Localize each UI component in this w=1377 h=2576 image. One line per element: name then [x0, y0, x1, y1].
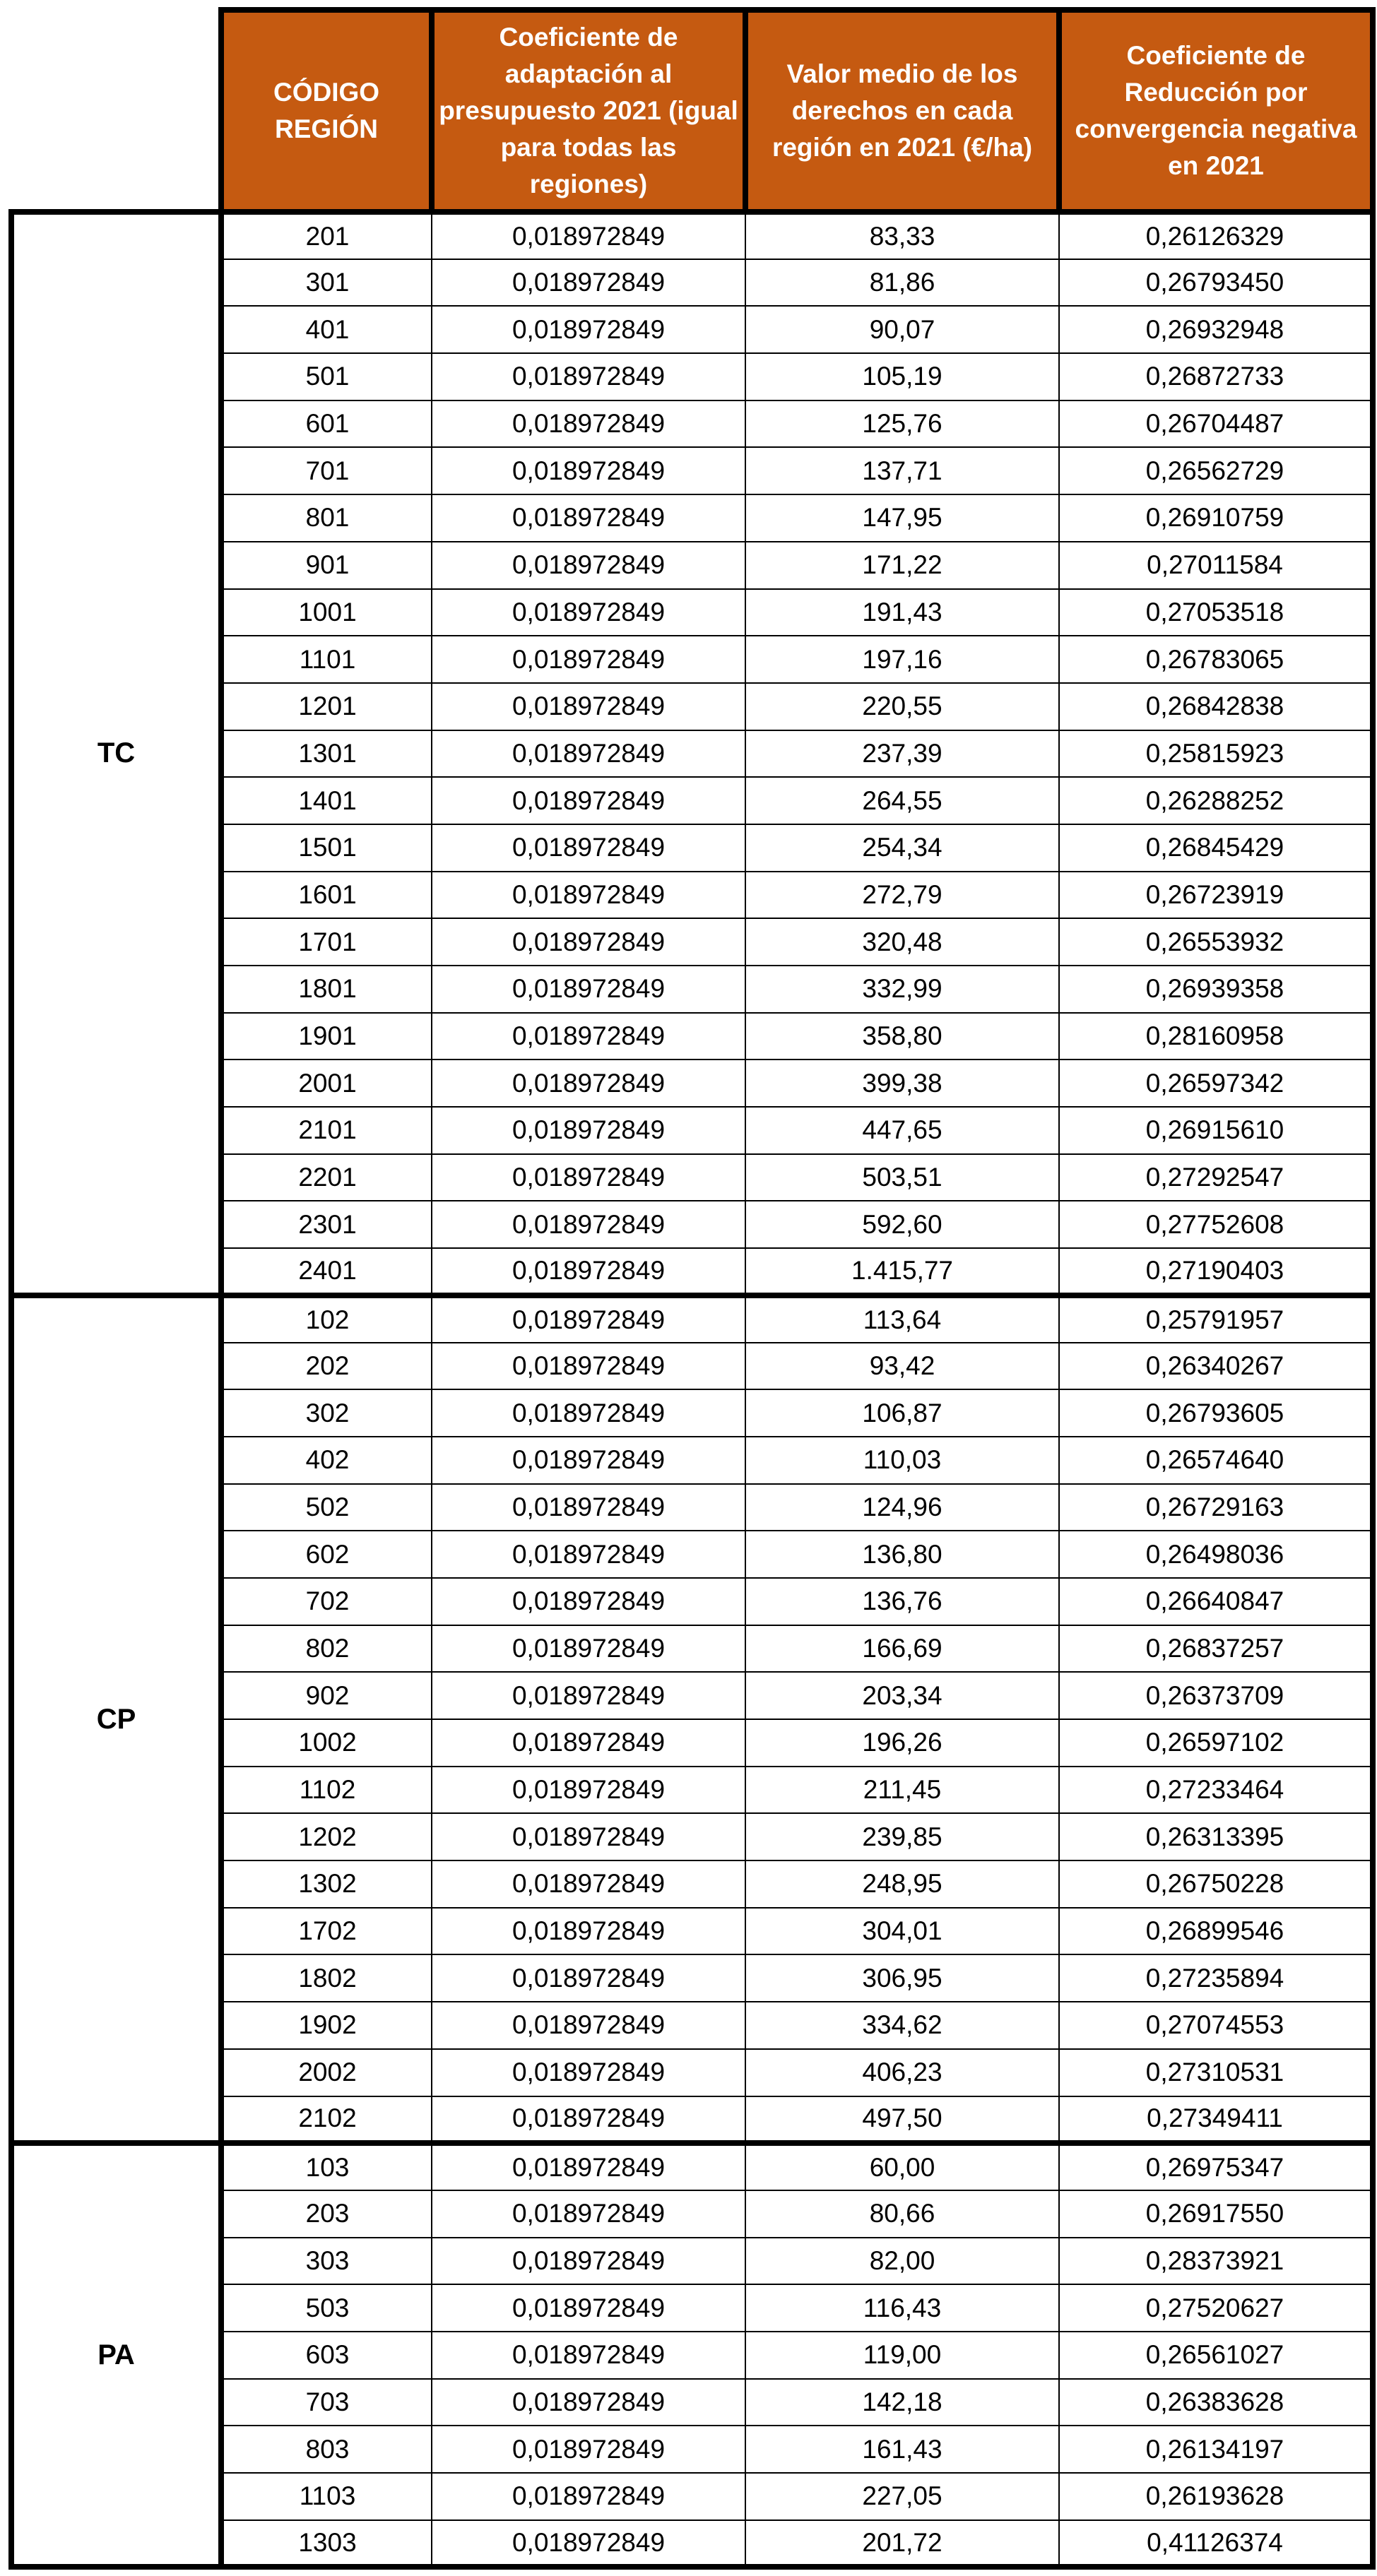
valor-medio-cell: 171,22 — [745, 542, 1059, 589]
codigo-region-cell: 202 — [221, 1343, 432, 1390]
codigo-region-cell: 1401 — [221, 777, 432, 824]
coef-adaptacion-cell: 0,018972849 — [432, 2049, 745, 2096]
codigo-region-cell: 703 — [221, 2379, 432, 2426]
codigo-region-cell: 203 — [221, 2190, 432, 2238]
coef-adaptacion-cell: 0,018972849 — [432, 2096, 745, 2144]
codigo-region-cell: 303 — [221, 2238, 432, 2285]
codigo-region-cell: 2201 — [221, 1154, 432, 1201]
valor-medio-cell: 201,72 — [745, 2520, 1059, 2568]
coef-adaptacion-cell: 0,018972849 — [432, 636, 745, 683]
coef-adaptacion-cell: 0,018972849 — [432, 2332, 745, 2379]
coef-adaptacion-cell: 0,018972849 — [432, 400, 745, 448]
group-label-cp: CP — [11, 1295, 221, 2143]
valor-medio-cell: 105,19 — [745, 353, 1059, 400]
coef-reduccion-cell: 0,27349411 — [1059, 2096, 1373, 2144]
coef-reduccion-cell: 0,41126374 — [1059, 2520, 1373, 2568]
codigo-region-cell: 1301 — [221, 730, 432, 778]
valor-medio-cell: 320,48 — [745, 918, 1059, 966]
coef-adaptacion-cell: 0,018972849 — [432, 1484, 745, 1531]
codigo-region-cell: 1303 — [221, 2520, 432, 2568]
coef-adaptacion-cell: 0,018972849 — [432, 2190, 745, 2238]
table-row — [11, 212, 1373, 259]
coef-adaptacion-cell: 0,018972849 — [432, 1201, 745, 1248]
codigo-region-cell: 402 — [221, 1437, 432, 1484]
coef-reduccion-cell: 0,25791957 — [1059, 1295, 1373, 1343]
codigo-region-cell: 201 — [221, 212, 432, 259]
valor-medio-cell: 196,26 — [745, 1719, 1059, 1767]
coef-reduccion-cell: 0,26917550 — [1059, 2190, 1373, 2238]
codigo-region-cell: 501 — [221, 353, 432, 400]
codigo-region-cell: 1601 — [221, 872, 432, 919]
table-body — [11, 212, 1373, 2567]
codigo-region-cell: 1001 — [221, 589, 432, 636]
valor-medio-cell: 264,55 — [745, 777, 1059, 824]
codigo-region-cell: 1201 — [221, 683, 432, 730]
valor-medio-cell: 332,99 — [745, 966, 1059, 1013]
valor-medio-cell: 203,34 — [745, 1672, 1059, 1719]
coef-adaptacion-cell: 0,018972849 — [432, 872, 745, 919]
codigo-region-cell: 503 — [221, 2284, 432, 2332]
coef-adaptacion-cell: 0,018972849 — [432, 447, 745, 494]
valor-medio-cell: 237,39 — [745, 730, 1059, 778]
coef-reduccion-cell: 0,26704487 — [1059, 400, 1373, 448]
coef-adaptacion-cell: 0,018972849 — [432, 730, 745, 778]
coef-adaptacion-cell: 0,018972849 — [432, 1531, 745, 1578]
header-coeficiente-reduccion: Coeficiente de Reducción por convergencia negativa en 2021 — [1059, 10, 1373, 212]
codigo-region-cell: 603 — [221, 2332, 432, 2379]
coef-adaptacion-cell: 0,018972849 — [432, 353, 745, 400]
codigo-region-cell: 1801 — [221, 966, 432, 1013]
coef-reduccion-cell: 0,27292547 — [1059, 1154, 1373, 1201]
valor-medio-cell: 239,85 — [745, 1813, 1059, 1860]
valor-medio-cell: 166,69 — [745, 1625, 1059, 1673]
codigo-region-cell: 103 — [221, 2143, 432, 2190]
codigo-region-cell: 1901 — [221, 1013, 432, 1060]
codigo-region-cell: 1501 — [221, 824, 432, 872]
valor-medio-cell: 497,50 — [745, 2096, 1059, 2144]
valor-medio-cell: 124,96 — [745, 1484, 1059, 1531]
coef-adaptacion-cell: 0,018972849 — [432, 824, 745, 872]
coef-reduccion-cell: 0,26193628 — [1059, 2473, 1373, 2520]
coef-reduccion-cell: 0,26561027 — [1059, 2332, 1373, 2379]
valor-medio-cell: 503,51 — [745, 1154, 1059, 1201]
codigo-region-cell: 502 — [221, 1484, 432, 1531]
coef-adaptacion-cell: 0,018972849 — [432, 494, 745, 542]
header-coeficiente-adaptacion: Coeficiente de adaptación al presupuesto 2021 (igual para todas las regiones) — [432, 10, 745, 212]
coef-reduccion-cell: 0,26723919 — [1059, 872, 1373, 919]
region-coefficients-table — [8, 7, 1376, 2570]
codigo-region-cell: 2401 — [221, 1248, 432, 1295]
codigo-region-cell: 902 — [221, 1672, 432, 1719]
coef-reduccion-cell: 0,26498036 — [1059, 1531, 1373, 1578]
coef-adaptacion-cell: 0,018972849 — [432, 542, 745, 589]
codigo-region-cell: 1101 — [221, 636, 432, 683]
coef-adaptacion-cell: 0,018972849 — [432, 1860, 745, 1908]
coef-reduccion-cell: 0,26729163 — [1059, 1484, 1373, 1531]
coef-reduccion-cell: 0,26562729 — [1059, 447, 1373, 494]
coef-reduccion-cell: 0,26899546 — [1059, 1908, 1373, 1955]
coef-reduccion-cell: 0,28373921 — [1059, 2238, 1373, 2285]
coef-adaptacion-cell: 0,018972849 — [432, 777, 745, 824]
coef-reduccion-cell: 0,26915610 — [1059, 1107, 1373, 1154]
coef-adaptacion-cell: 0,018972849 — [432, 2426, 745, 2473]
coef-reduccion-cell: 0,27233464 — [1059, 1767, 1373, 1814]
valor-medio-cell: 80,66 — [745, 2190, 1059, 2238]
valor-medio-cell: 248,95 — [745, 1860, 1059, 1908]
coef-adaptacion-cell: 0,018972849 — [432, 1813, 745, 1860]
coef-adaptacion-cell: 0,018972849 — [432, 2284, 745, 2332]
coef-reduccion-cell: 0,26553932 — [1059, 918, 1373, 966]
coef-reduccion-cell: 0,26373709 — [1059, 1672, 1373, 1719]
coef-reduccion-cell: 0,28160958 — [1059, 1013, 1373, 1060]
header-codigo-region: CÓDIGO REGIÓN — [221, 10, 432, 212]
coef-adaptacion-cell: 0,018972849 — [432, 306, 745, 353]
coef-reduccion-cell: 0,27310531 — [1059, 2049, 1373, 2096]
coef-reduccion-cell: 0,26640847 — [1059, 1578, 1373, 1625]
valor-medio-cell: 106,87 — [745, 1389, 1059, 1437]
valor-medio-cell: 220,55 — [745, 683, 1059, 730]
coef-reduccion-cell: 0,26872733 — [1059, 353, 1373, 400]
coef-adaptacion-cell: 0,018972849 — [432, 1578, 745, 1625]
codigo-region-cell: 1002 — [221, 1719, 432, 1767]
valor-medio-cell: 306,95 — [745, 1954, 1059, 2002]
coef-adaptacion-cell: 0,018972849 — [432, 1908, 745, 1955]
coef-adaptacion-cell: 0,018972849 — [432, 1060, 745, 1107]
valor-medio-cell: 125,76 — [745, 400, 1059, 448]
valor-medio-cell: 137,71 — [745, 447, 1059, 494]
valor-medio-cell: 116,43 — [745, 2284, 1059, 2332]
coef-adaptacion-cell: 0,018972849 — [432, 589, 745, 636]
coef-reduccion-cell: 0,26126329 — [1059, 212, 1373, 259]
coef-adaptacion-cell: 0,018972849 — [432, 1954, 745, 2002]
table-header — [11, 10, 1373, 212]
valor-medio-cell: 191,43 — [745, 589, 1059, 636]
codigo-region-cell: 102 — [221, 1295, 432, 1343]
valor-medio-cell: 227,05 — [745, 2473, 1059, 2520]
coef-adaptacion-cell: 0,018972849 — [432, 1107, 745, 1154]
coef-reduccion-cell: 0,25815923 — [1059, 730, 1373, 778]
coef-reduccion-cell: 0,26837257 — [1059, 1625, 1373, 1673]
coef-reduccion-cell: 0,26750228 — [1059, 1860, 1373, 1908]
coef-adaptacion-cell: 0,018972849 — [432, 2520, 745, 2568]
header-valor-medio: Valor medio de los derechos en cada región en 2021 (€/ha) — [745, 10, 1059, 212]
coef-adaptacion-cell: 0,018972849 — [432, 259, 745, 307]
valor-medio-cell: 82,00 — [745, 2238, 1059, 2285]
coef-reduccion-cell: 0,27011584 — [1059, 542, 1373, 589]
valor-medio-cell: 358,80 — [745, 1013, 1059, 1060]
valor-medio-cell: 93,42 — [745, 1343, 1059, 1390]
coef-reduccion-cell: 0,27190403 — [1059, 1248, 1373, 1295]
coef-reduccion-cell: 0,26134197 — [1059, 2426, 1373, 2473]
codigo-region-cell: 2002 — [221, 2049, 432, 2096]
header-blank-cell — [11, 10, 221, 212]
coef-reduccion-cell: 0,26932948 — [1059, 306, 1373, 353]
codigo-region-cell: 2301 — [221, 1201, 432, 1248]
codigo-region-cell: 601 — [221, 400, 432, 448]
coef-adaptacion-cell: 0,018972849 — [432, 1248, 745, 1295]
valor-medio-cell: 447,65 — [745, 1107, 1059, 1154]
coef-reduccion-cell: 0,26842838 — [1059, 683, 1373, 730]
coef-adaptacion-cell: 0,018972849 — [432, 1719, 745, 1767]
coef-adaptacion-cell: 0,018972849 — [432, 683, 745, 730]
coef-reduccion-cell: 0,26793605 — [1059, 1389, 1373, 1437]
valor-medio-cell: 81,86 — [745, 259, 1059, 307]
codigo-region-cell: 2001 — [221, 1060, 432, 1107]
coef-adaptacion-cell: 0,018972849 — [432, 1625, 745, 1673]
coef-reduccion-cell: 0,26313395 — [1059, 1813, 1373, 1860]
coef-adaptacion-cell: 0,018972849 — [432, 1672, 745, 1719]
coef-adaptacion-cell: 0,018972849 — [432, 1767, 745, 1814]
codigo-region-cell: 1103 — [221, 2473, 432, 2520]
coef-reduccion-cell: 0,27752608 — [1059, 1201, 1373, 1248]
valor-medio-cell: 211,45 — [745, 1767, 1059, 1814]
coef-adaptacion-cell: 0,018972849 — [432, 2379, 745, 2426]
coef-adaptacion-cell: 0,018972849 — [432, 1437, 745, 1484]
codigo-region-cell: 602 — [221, 1531, 432, 1578]
coef-reduccion-cell: 0,26975347 — [1059, 2143, 1373, 2190]
coef-reduccion-cell: 0,26597342 — [1059, 1060, 1373, 1107]
valor-medio-cell: 83,33 — [745, 212, 1059, 259]
codigo-region-cell: 801 — [221, 494, 432, 542]
coef-reduccion-cell: 0,26939358 — [1059, 966, 1373, 1013]
valor-medio-cell: 110,03 — [745, 1437, 1059, 1484]
valor-medio-cell: 334,62 — [745, 2002, 1059, 2049]
valor-medio-cell: 399,38 — [745, 1060, 1059, 1107]
valor-medio-cell: 406,23 — [745, 2049, 1059, 2096]
codigo-region-cell: 1102 — [221, 1767, 432, 1814]
valor-medio-cell: 136,76 — [745, 1578, 1059, 1625]
codigo-region-cell: 901 — [221, 542, 432, 589]
coef-reduccion-cell: 0,26340267 — [1059, 1343, 1373, 1390]
coef-adaptacion-cell: 0,018972849 — [432, 212, 745, 259]
coef-adaptacion-cell: 0,018972849 — [432, 2473, 745, 2520]
codigo-region-cell: 1202 — [221, 1813, 432, 1860]
codigo-region-cell: 1302 — [221, 1860, 432, 1908]
coef-reduccion-cell: 0,27235894 — [1059, 1954, 1373, 2002]
valor-medio-cell: 136,80 — [745, 1531, 1059, 1578]
valor-medio-cell: 90,07 — [745, 306, 1059, 353]
codigo-region-cell: 401 — [221, 306, 432, 353]
coef-adaptacion-cell: 0,018972849 — [432, 1295, 745, 1343]
coef-reduccion-cell: 0,27074553 — [1059, 2002, 1373, 2049]
coef-reduccion-cell: 0,26845429 — [1059, 824, 1373, 872]
coef-reduccion-cell: 0,26574640 — [1059, 1437, 1373, 1484]
coef-adaptacion-cell: 0,018972849 — [432, 1013, 745, 1060]
valor-medio-cell: 592,60 — [745, 1201, 1059, 1248]
valor-medio-cell: 304,01 — [745, 1908, 1059, 1955]
coef-reduccion-cell: 0,26288252 — [1059, 777, 1373, 824]
codigo-region-cell: 1701 — [221, 918, 432, 966]
coef-reduccion-cell: 0,26793450 — [1059, 259, 1373, 307]
codigo-region-cell: 2101 — [221, 1107, 432, 1154]
codigo-region-cell: 2102 — [221, 2096, 432, 2144]
coef-reduccion-cell: 0,27520627 — [1059, 2284, 1373, 2332]
coef-reduccion-cell: 0,26783065 — [1059, 636, 1373, 683]
valor-medio-cell: 254,34 — [745, 824, 1059, 872]
coef-adaptacion-cell: 0,018972849 — [432, 2238, 745, 2285]
codigo-region-cell: 301 — [221, 259, 432, 307]
valor-medio-cell: 113,64 — [745, 1295, 1059, 1343]
table-row — [11, 1295, 1373, 1343]
group-label-tc: TC — [11, 212, 221, 1295]
codigo-region-cell: 1802 — [221, 1954, 432, 2002]
coef-adaptacion-cell: 0,018972849 — [432, 1389, 745, 1437]
codigo-region-cell: 702 — [221, 1578, 432, 1625]
codigo-region-cell: 701 — [221, 447, 432, 494]
valor-medio-cell: 197,16 — [745, 636, 1059, 683]
coef-adaptacion-cell: 0,018972849 — [432, 966, 745, 1013]
coef-adaptacion-cell: 0,018972849 — [432, 2143, 745, 2190]
codigo-region-cell: 802 — [221, 1625, 432, 1673]
coef-reduccion-cell: 0,27053518 — [1059, 589, 1373, 636]
header-row — [11, 10, 1373, 212]
group-label-pa: PA — [11, 2143, 221, 2567]
codigo-region-cell: 1702 — [221, 1908, 432, 1955]
codigo-region-cell: 302 — [221, 1389, 432, 1437]
coef-adaptacion-cell: 0,018972849 — [432, 1343, 745, 1390]
valor-medio-cell: 147,95 — [745, 494, 1059, 542]
coef-adaptacion-cell: 0,018972849 — [432, 918, 745, 966]
coef-reduccion-cell: 0,26910759 — [1059, 494, 1373, 542]
codigo-region-cell: 803 — [221, 2426, 432, 2473]
codigo-region-cell: 1902 — [221, 2002, 432, 2049]
coef-reduccion-cell: 0,26597102 — [1059, 1719, 1373, 1767]
coef-adaptacion-cell: 0,018972849 — [432, 1154, 745, 1201]
valor-medio-cell: 272,79 — [745, 872, 1059, 919]
valor-medio-cell: 1.415,77 — [745, 1248, 1059, 1295]
coef-adaptacion-cell: 0,018972849 — [432, 2002, 745, 2049]
valor-medio-cell: 142,18 — [745, 2379, 1059, 2426]
valor-medio-cell: 161,43 — [745, 2426, 1059, 2473]
valor-medio-cell: 119,00 — [745, 2332, 1059, 2379]
valor-medio-cell: 60,00 — [745, 2143, 1059, 2190]
table-row — [11, 2143, 1373, 2190]
coef-reduccion-cell: 0,26383628 — [1059, 2379, 1373, 2426]
